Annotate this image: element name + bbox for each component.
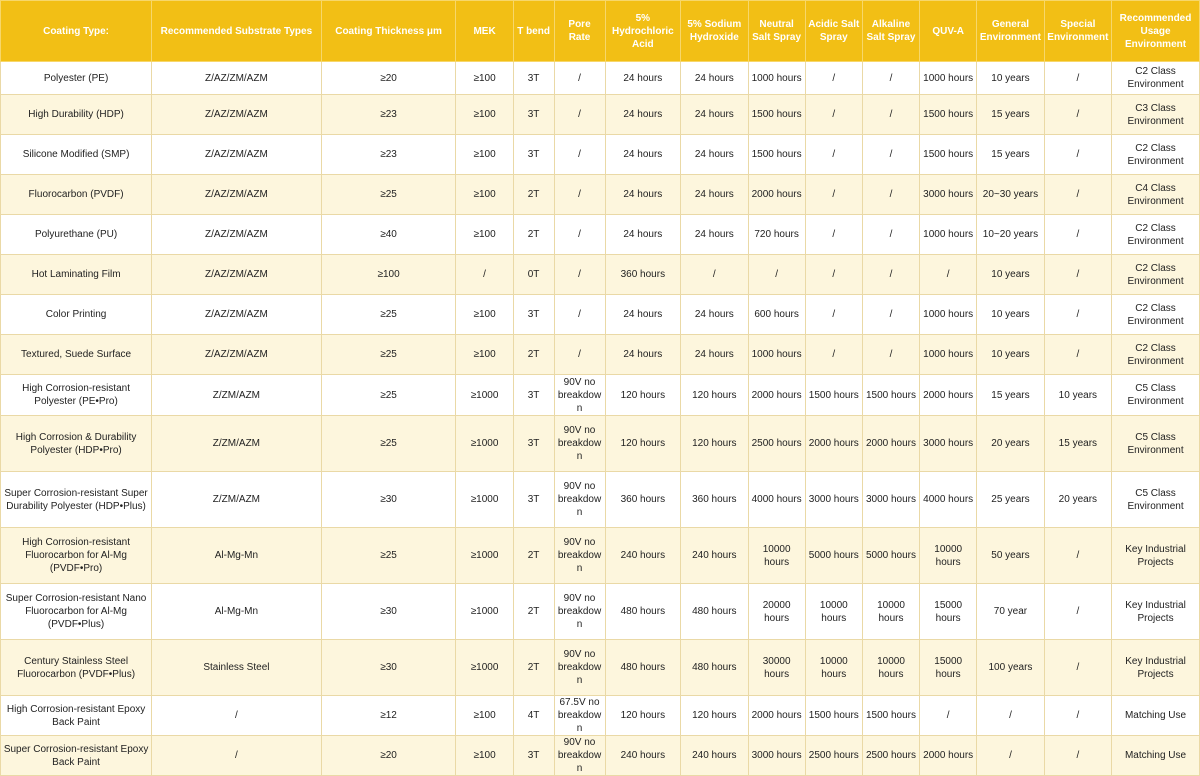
table-cell: ≥20 [321,736,456,776]
table-cell: 3T [513,62,554,95]
table-cell: 1500 hours [920,95,977,135]
table-cell: / [977,736,1044,776]
table-row [1,255,1200,295]
table-cell: / [554,295,605,335]
table-cell: Z/ZM/AZM [152,472,322,528]
table-cell: 3000 hours [920,416,977,472]
table-cell: / [554,95,605,135]
column-header: 5% Sodium Hydroxide [681,1,748,62]
table-cell: 24 hours [681,95,748,135]
coating-type-cell: Color Printing [1,295,152,335]
table-cell: / [1044,135,1111,175]
table-cell: 24 hours [605,175,681,215]
table-cell: / [456,255,513,295]
coating-type-cell: High Corrosion & Durability Polyester (HDP•Pro) [1,416,152,472]
column-header: Coating Thickness μm [321,1,456,62]
table-cell: / [152,696,322,736]
column-header: 5% Hydrochloric Acid [605,1,681,62]
table-row [1,584,1200,640]
table-cell: C4 Class Environment [1112,175,1200,215]
table-cell: 2000 hours [920,736,977,776]
table-cell: 15 years [977,135,1044,175]
table-cell: 120 hours [605,375,681,416]
table-cell: Matching Use [1112,736,1200,776]
coating-type-cell: High Corrosion-resistant Polyester (PE•Pro) [1,375,152,416]
table-cell: 2000 hours [748,696,805,736]
table-cell: / [805,62,862,95]
table-cell: 3T [513,375,554,416]
coating-type-cell: High Corrosion-resistant Fluorocarbon for Al-Mg (PVDF•Pro) [1,528,152,584]
column-header: Special Environment [1044,1,1111,62]
table-row [1,736,1200,776]
table-cell: 3T [513,95,554,135]
table-cell: ≥25 [321,335,456,375]
table-cell: / [862,295,919,335]
table-cell: 2500 hours [862,736,919,776]
table-cell: 3000 hours [920,175,977,215]
coating-type-cell: Century Stainless Steel Fluorocarbon (PVDF•Plus) [1,640,152,696]
table-row [1,472,1200,528]
table-cell: / [862,335,919,375]
table-cell: / [1044,528,1111,584]
table-cell: 10000 hours [862,584,919,640]
table-cell: / [920,696,977,736]
table-cell: / [681,255,748,295]
table-cell: / [748,255,805,295]
table-cell: 15000 hours [920,640,977,696]
table-cell: ≥1000 [456,528,513,584]
table-cell: 10000 hours [920,528,977,584]
table-row [1,95,1200,135]
table-cell: 10000 hours [805,584,862,640]
coating-type-cell: High Corrosion-resistant Epoxy Back Paint [1,696,152,736]
column-header: Coating Type: [1,1,152,62]
column-header: General Environment [977,1,1044,62]
table-cell: 1000 hours [748,62,805,95]
table-cell: / [805,95,862,135]
table-cell: 720 hours [748,215,805,255]
table-cell: ≥1000 [456,584,513,640]
table-cell: ≥1000 [456,472,513,528]
table-cell: 2T [513,528,554,584]
coating-type-cell: Super Corrosion-resistant Super Durability Polyester (HDP•Plus) [1,472,152,528]
table-cell: 3000 hours [805,472,862,528]
table-cell: 3000 hours [748,736,805,776]
table-cell: / [862,215,919,255]
table-cell: ≥100 [456,215,513,255]
column-header: Recommended Substrate Types [152,1,322,62]
column-header: MEK [456,1,513,62]
table-cell: 480 hours [605,640,681,696]
table-cell: 240 hours [605,528,681,584]
table-cell: 3000 hours [862,472,919,528]
table-cell: 2000 hours [748,175,805,215]
table-cell: / [1044,640,1111,696]
table-row [1,62,1200,95]
table-cell: ≥12 [321,696,456,736]
table-cell: 10000 hours [862,640,919,696]
table-cell: / [1044,295,1111,335]
header-row [1,1,1200,62]
table-cell: ≥23 [321,135,456,175]
table-cell: ≥30 [321,584,456,640]
table-row [1,640,1200,696]
table-cell: C2 Class Environment [1112,295,1200,335]
table-cell: 120 hours [605,416,681,472]
column-header: Acidic Salt Spray [805,1,862,62]
table-row [1,335,1200,375]
table-cell: Al-Mg-Mn [152,584,322,640]
table-cell: C2 Class Environment [1112,215,1200,255]
column-header: Pore Rate [554,1,605,62]
table-cell: Z/AZ/ZM/AZM [152,255,322,295]
table-cell: 100 years [977,640,1044,696]
table-cell: 90V no breakdown [554,640,605,696]
table-cell: Key Industrial Projects [1112,528,1200,584]
table-cell: 600 hours [748,295,805,335]
table-cell: 25 years [977,472,1044,528]
table-cell: / [1044,584,1111,640]
table-cell: ≥25 [321,175,456,215]
table-cell: 24 hours [681,135,748,175]
coating-type-cell: Hot Laminating Film [1,255,152,295]
table-cell: 24 hours [681,335,748,375]
table-cell: 20 years [977,416,1044,472]
table-cell: 20 years [1044,472,1111,528]
table-cell: ≥100 [456,295,513,335]
table-cell: Matching Use [1112,696,1200,736]
table-cell: C5 Class Environment [1112,472,1200,528]
table-cell: 90V no breakdown [554,472,605,528]
coating-type-cell: Super Corrosion-resistant Nano Fluorocarbon for Al-Mg (PVDF•Plus) [1,584,152,640]
table-cell: ≥25 [321,295,456,335]
table-cell: ≥100 [456,335,513,375]
table-cell: 1500 hours [748,95,805,135]
table-cell: 120 hours [681,375,748,416]
table-cell: 2T [513,640,554,696]
table-cell: 360 hours [681,472,748,528]
table-cell: 240 hours [681,736,748,776]
coating-type-cell: Polyester (PE) [1,62,152,95]
table-cell: / [805,295,862,335]
table-cell: 15000 hours [920,584,977,640]
table-cell: 10 years [1044,375,1111,416]
table-cell: 480 hours [605,584,681,640]
table-cell: 90V no breakdown [554,528,605,584]
table-row [1,416,1200,472]
table-cell: ≥40 [321,215,456,255]
table-cell: 1000 hours [920,335,977,375]
table-cell: C5 Class Environment [1112,375,1200,416]
table-cell: ≥100 [456,736,513,776]
column-header: Alkaline Salt Spray [862,1,919,62]
table-cell: 2T [513,584,554,640]
table-cell: / [1044,175,1111,215]
table-cell: / [1044,696,1111,736]
table-cell: 2000 hours [748,375,805,416]
table-body [1,62,1200,776]
table-cell: / [862,62,919,95]
table-cell: 1000 hours [920,215,977,255]
table-cell: 2T [513,215,554,255]
column-header: T bend [513,1,554,62]
table-cell: 24 hours [605,295,681,335]
table-cell: 120 hours [681,416,748,472]
table-cell: 2000 hours [862,416,919,472]
table-cell: 4000 hours [920,472,977,528]
table-cell: / [862,255,919,295]
table-cell: / [554,255,605,295]
table-row [1,295,1200,335]
table-cell: 30000 hours [748,640,805,696]
table-cell: 1500 hours [805,696,862,736]
table-cell: 15 years [1044,416,1111,472]
table-cell: ≥30 [321,472,456,528]
table-cell: / [1044,95,1111,135]
table-cell: ≥25 [321,528,456,584]
table-cell: Al-Mg-Mn [152,528,322,584]
table-cell: C2 Class Environment [1112,135,1200,175]
table-cell: / [554,215,605,255]
table-cell: 5000 hours [805,528,862,584]
table-cell: 2000 hours [920,375,977,416]
coating-type-cell: High Durability (HDP) [1,95,152,135]
table-cell: 3T [513,416,554,472]
table-cell: 90V no breakdown [554,584,605,640]
table-cell: / [805,335,862,375]
table-cell: / [862,135,919,175]
table-cell: / [805,215,862,255]
table-cell: / [152,736,322,776]
table-cell: Z/AZ/ZM/AZM [152,295,322,335]
table-cell: 10 years [977,335,1044,375]
table-cell: 10~20 years [977,215,1044,255]
table-cell: 67.5V no breakdown [554,696,605,736]
table-row [1,135,1200,175]
table-cell: / [1044,255,1111,295]
table-cell: 24 hours [605,135,681,175]
table-cell: 1500 hours [862,375,919,416]
table-cell: Z/AZ/ZM/AZM [152,215,322,255]
table-cell: / [554,175,605,215]
table-cell: ≥100 [456,95,513,135]
table-cell: 24 hours [605,335,681,375]
table-cell: 10000 hours [748,528,805,584]
table-row [1,375,1200,416]
table-cell: ≥1000 [456,416,513,472]
table-cell: 1000 hours [920,295,977,335]
table-cell: 480 hours [681,584,748,640]
table-cell: Z/AZ/ZM/AZM [152,95,322,135]
table-cell: / [862,95,919,135]
table-cell: 240 hours [605,736,681,776]
table-cell: / [805,175,862,215]
table-cell: Z/AZ/ZM/AZM [152,175,322,215]
coating-type-cell: Textured, Suede Surface [1,335,152,375]
table-cell: ≥25 [321,416,456,472]
table-cell: 15 years [977,95,1044,135]
table-cell: 120 hours [605,696,681,736]
table-cell: ≥1000 [456,375,513,416]
table-cell: / [805,135,862,175]
table-cell: 24 hours [681,62,748,95]
table-header [1,1,1200,62]
table-cell: 24 hours [605,215,681,255]
table-row [1,215,1200,255]
table-cell: 2T [513,335,554,375]
table-cell: 5000 hours [862,528,919,584]
table-cell: 2000 hours [805,416,862,472]
table-cell: Z/ZM/AZM [152,416,322,472]
table-cell: 3T [513,736,554,776]
table-cell: / [1044,62,1111,95]
table-cell: 20000 hours [748,584,805,640]
table-cell: 70 year [977,584,1044,640]
table-cell: 4T [513,696,554,736]
table-cell: 10000 hours [805,640,862,696]
table-cell: 90V no breakdown [554,416,605,472]
table-cell: 360 hours [605,255,681,295]
table-cell: 10 years [977,295,1044,335]
table-cell: / [1044,335,1111,375]
coating-type-cell: Silicone Modified (SMP) [1,135,152,175]
table-cell: 3T [513,135,554,175]
table-cell: 20~30 years [977,175,1044,215]
table-cell: 1500 hours [748,135,805,175]
table-cell: 1000 hours [920,62,977,95]
table-cell: 2500 hours [748,416,805,472]
table-cell: 2500 hours [805,736,862,776]
table-cell: Stainless Steel [152,640,322,696]
table-cell: / [554,62,605,95]
table-cell: / [920,255,977,295]
table-cell: C5 Class Environment [1112,416,1200,472]
table-cell: 24 hours [681,295,748,335]
table-row [1,528,1200,584]
table-row [1,175,1200,215]
table-cell: 480 hours [681,640,748,696]
column-header: QUV-A [920,1,977,62]
table-cell: 3T [513,472,554,528]
table-cell: 4000 hours [748,472,805,528]
table-cell: C2 Class Environment [1112,335,1200,375]
table-cell: 50 years [977,528,1044,584]
coating-type-cell: Polyurethane (PU) [1,215,152,255]
table-cell: 24 hours [681,215,748,255]
table-row [1,696,1200,736]
table-cell: Z/AZ/ZM/AZM [152,135,322,175]
table-cell: 3T [513,295,554,335]
table-cell: 1500 hours [862,696,919,736]
table-cell: / [1044,215,1111,255]
table-cell: 24 hours [681,175,748,215]
table-cell: ≥20 [321,62,456,95]
table-cell: C3 Class Environment [1112,95,1200,135]
table-cell: ≥100 [456,696,513,736]
table-cell: / [977,696,1044,736]
table-cell: 24 hours [605,62,681,95]
table-cell: 10 years [977,255,1044,295]
table-cell: 24 hours [605,95,681,135]
table-cell: C2 Class Environment [1112,255,1200,295]
coating-type-cell: Fluorocarbon (PVDF) [1,175,152,215]
table-cell: / [862,175,919,215]
table-cell: ≥100 [456,175,513,215]
table-cell: Z/AZ/ZM/AZM [152,62,322,95]
table-cell: 1000 hours [748,335,805,375]
table-cell: 120 hours [681,696,748,736]
table-cell: 10 years [977,62,1044,95]
table-cell: ≥23 [321,95,456,135]
table-cell: 1500 hours [920,135,977,175]
table-cell: 1500 hours [805,375,862,416]
table-cell: / [554,135,605,175]
table-cell: / [805,255,862,295]
column-header: Recommended Usage Environment [1112,1,1200,62]
table-cell: / [554,335,605,375]
table-cell: Key Industrial Projects [1112,640,1200,696]
coating-type-cell: Super Corrosion-resistant Epoxy Back Paint [1,736,152,776]
table-cell: 90V no breakdown [554,375,605,416]
table-cell: 0T [513,255,554,295]
table-cell: ≥25 [321,375,456,416]
table-cell: 15 years [977,375,1044,416]
table-cell: 2T [513,175,554,215]
table-cell: ≥100 [321,255,456,295]
table-cell: Z/ZM/AZM [152,375,322,416]
table-cell: ≥100 [456,135,513,175]
table-cell: ≥100 [456,62,513,95]
table-cell: 90V no breakdown [554,736,605,776]
column-header: Neutral Salt Spray [748,1,805,62]
table-cell: ≥30 [321,640,456,696]
table-cell: C2 Class Environment [1112,62,1200,95]
table-cell: Z/AZ/ZM/AZM [152,335,322,375]
table-cell: / [1044,736,1111,776]
table-cell: Key Industrial Projects [1112,584,1200,640]
table-cell: ≥1000 [456,640,513,696]
table-cell: 240 hours [681,528,748,584]
table-cell: 360 hours [605,472,681,528]
